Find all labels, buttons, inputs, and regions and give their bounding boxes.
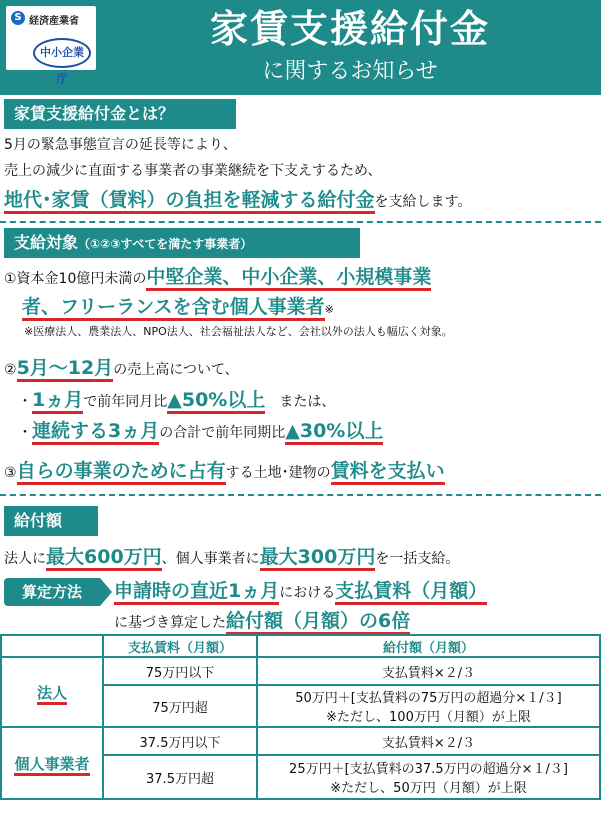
calc-line-2: に基づき算定した給付額（月額）の6倍 (114, 606, 410, 633)
calc-line-1: 申請時の直近1ヵ月における支払賃料（月額） (114, 576, 487, 603)
row-label-corp: 法人 (1, 657, 103, 727)
table-cell: 75万円以下 (103, 657, 257, 685)
eligibility-item-1: ①資本金10億円未満の中堅企業、中小企業、小規模事業 (4, 262, 431, 289)
table-cell: 37.5万円超 (103, 755, 257, 799)
eligibility-item-2b: ・連続する3ヵ月の合計で前年同期比▲30%以上 (18, 416, 383, 443)
about-line-3: 地代･家賃（賃料）の負担を軽減する給付金を支給します。 (4, 185, 471, 212)
table-row (1, 727, 600, 755)
table-cell: 25万円＋[支払賃料の37.5万円の超過分×１/３] ※ただし、50万円（月額）が上限 (257, 755, 600, 799)
about-line-1: 5月の緊急事態宣言の延長等により、 (4, 137, 237, 153)
section-heading-amount: 給付額 (4, 506, 98, 536)
section-heading-about: 家賃支援給付金とは？ (4, 99, 236, 129)
eligibility-item-1-cont: 者、フリーランスを含む個人事業者※ (22, 292, 334, 319)
eligibility-item-2a: ・1ヵ月で前年同月比▲50%以上 または、 (18, 385, 335, 412)
about-highlight: 地代･家賃（賃料）の負担を軽減する給付金 (4, 189, 375, 214)
eligibility-note: ※医療法人、農業法人、NPO法人、社会福祉法人など、会社以外の法人も幅広く対象。 (24, 325, 453, 338)
table-header-empty (1, 635, 103, 657)
amount-line: 法人に最大600万円、個人事業者に最大300万円を一括支給。 (4, 542, 459, 569)
eligibility-item-2: ②5月～12月の売上高について、 (4, 353, 239, 380)
table-cell: 75万円超 (103, 685, 257, 727)
table-header-benefit: 給付額（月額） (257, 635, 600, 657)
about-line-2: 売上の減少に直面する事業者の事業継続を下支えするため、 (4, 163, 382, 179)
section-heading-eligibility: 支給対象（①②③すべてを満たす事業者） (4, 228, 360, 258)
table-cell: 50万円＋[支払賃料の75万円の超過分×１/３] ※ただし、100万円（月額）が上限 (257, 685, 600, 727)
page-subtitle: に関するお知らせ (262, 59, 438, 84)
meti-logo-icon: S (11, 11, 25, 25)
sme-agency-logo: 中小企業庁 (33, 38, 91, 68)
page-title: 家賃支援給付金 (209, 7, 490, 51)
calc-arrow-icon (100, 578, 112, 606)
table-header-row (1, 635, 600, 657)
ministry-name: 経済産業省 (29, 16, 79, 27)
eligibility-item-3: ③自らの事業のために占有する土地･建物の賃料を支払い (4, 456, 445, 483)
table-cell: 支払賃料×２/３ (257, 727, 600, 755)
table-row (1, 657, 600, 685)
table-cell: 37.5万円以下 (103, 727, 257, 755)
benefit-table (0, 634, 601, 800)
table-cell: 支払賃料×２/３ (257, 657, 600, 685)
row-label-individual: 個人事業者 (1, 727, 103, 799)
divider (0, 494, 601, 496)
divider (0, 221, 601, 223)
table-header-rent: 支払賃料（月額） (103, 635, 257, 657)
calc-method-label: 算定方法 (4, 578, 100, 606)
